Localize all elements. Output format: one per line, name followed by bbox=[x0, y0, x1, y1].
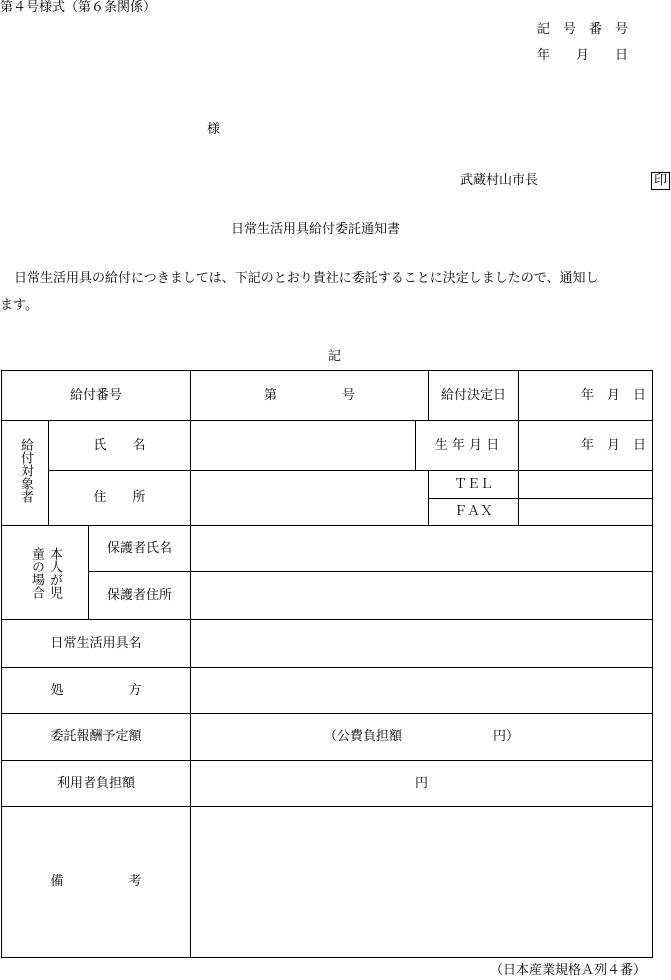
grant-number-row bbox=[2, 371, 653, 421]
birthdate-label: 生 年 月 日 bbox=[415, 421, 518, 470]
addressee-suffix: 様 bbox=[207, 122, 221, 137]
issue-date: 年 月 日 bbox=[537, 48, 629, 63]
tel-label: ＴＥＬ bbox=[429, 471, 519, 499]
birthdate-value: 年 月 日 bbox=[519, 421, 653, 471]
user-share-row bbox=[2, 761, 653, 807]
equipment-row bbox=[2, 620, 653, 668]
fax-label: ＦＡＸ bbox=[429, 499, 519, 526]
ki-heading: 記 bbox=[328, 349, 342, 364]
address-label: 住 所 bbox=[49, 471, 191, 526]
guardian-name-row bbox=[2, 526, 653, 572]
form-label: 第４号様式（第６条関係） bbox=[0, 0, 157, 15]
recipient-group-text: 給付対象者 bbox=[18, 438, 33, 503]
user-share-label: 利用者負担額 bbox=[2, 761, 191, 807]
paper-size-note: （日本産業規格Ａ列４番） bbox=[490, 963, 647, 978]
sender-name: 武蔵村山市長 bbox=[460, 173, 539, 188]
fee-label: 委託報酬予定額 bbox=[2, 714, 191, 761]
seal-mark: 印 bbox=[651, 172, 670, 190]
child-case-text-col2: 童の場合 bbox=[29, 546, 44, 599]
child-case-group-label bbox=[2, 526, 89, 620]
name-field[interactable] bbox=[191, 421, 519, 471]
guardian-name-label: 保護者氏名 bbox=[89, 526, 191, 572]
prescription-label: 処 方 bbox=[2, 668, 191, 714]
child-case-text-col1: 本人が児 bbox=[47, 546, 62, 599]
equipment-label: 日常生活用具名 bbox=[2, 620, 191, 668]
tel-field[interactable] bbox=[519, 471, 653, 499]
guardian-name-field[interactable] bbox=[191, 526, 653, 572]
fee-value: （公費負担額 円） bbox=[191, 714, 653, 761]
notification-form-table bbox=[1, 370, 653, 958]
grant-number-value: 第 号 bbox=[191, 371, 429, 421]
document-number: 記 号 番 号 bbox=[537, 22, 629, 37]
remarks-row bbox=[2, 807, 653, 958]
fee-row bbox=[2, 714, 653, 761]
user-share-value: 円 bbox=[191, 761, 653, 807]
decision-date-value: 年 月 日 bbox=[519, 371, 653, 421]
recipient-name-row bbox=[2, 421, 653, 471]
prescription-row bbox=[2, 668, 653, 714]
decision-date-label: 給付決定日 bbox=[429, 371, 519, 421]
guardian-address-field[interactable] bbox=[191, 572, 653, 620]
name-label: 氏 名 bbox=[49, 421, 191, 471]
equipment-field[interactable] bbox=[191, 620, 653, 668]
document-title: 日常生活用具給付委託通知書 bbox=[231, 222, 401, 237]
remarks-label: 備 考 bbox=[2, 807, 191, 958]
body-text-line1: 日常生活用具の給付につきましては、下記のとおり貴社に委託することに決定しましたので、通知し bbox=[14, 271, 599, 286]
fax-field[interactable] bbox=[519, 499, 653, 526]
address-tel-row bbox=[2, 471, 653, 499]
remarks-field[interactable] bbox=[191, 807, 653, 958]
guardian-address-label: 保護者住所 bbox=[89, 572, 191, 620]
prescription-field[interactable] bbox=[191, 668, 653, 714]
body-text-line2: ます。 bbox=[0, 298, 38, 313]
address-field[interactable] bbox=[191, 471, 429, 526]
grant-number-label: 給付番号 bbox=[2, 371, 191, 421]
recipient-group-label bbox=[2, 421, 49, 526]
guardian-address-row bbox=[2, 572, 653, 620]
